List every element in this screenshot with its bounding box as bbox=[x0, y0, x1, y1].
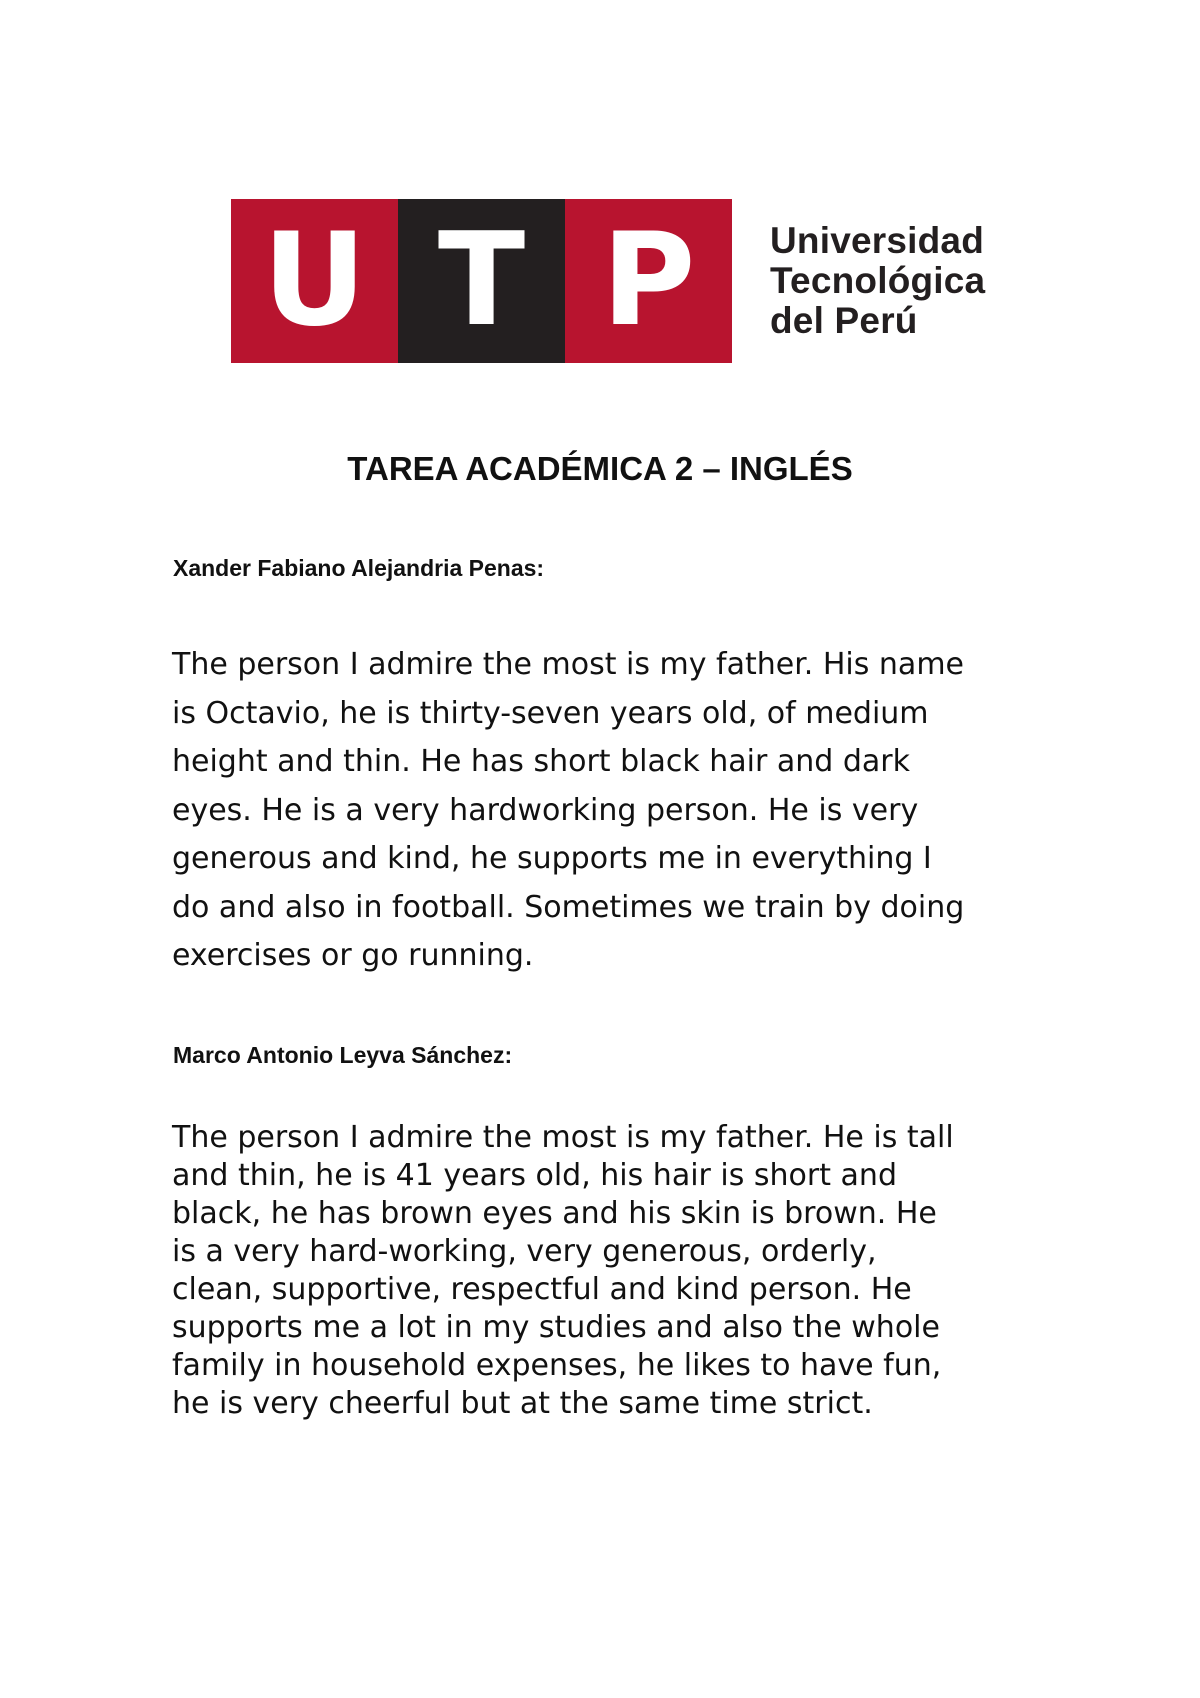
logo-block-t bbox=[398, 199, 565, 363]
section-author: Xander Fabiano Alejandria Penas: bbox=[173, 555, 545, 581]
paragraph-line: generous and kind, he supports me in everything I bbox=[172, 841, 932, 876]
paragraph-line: supports me a lot in my studies and also the whole bbox=[172, 1310, 940, 1345]
logo-name-line: Tecnológica bbox=[770, 260, 986, 301]
paragraph-line: and thin, he is 41 years old, his hair is short and bbox=[172, 1158, 897, 1193]
logo-name-line: del Perú bbox=[770, 300, 918, 341]
paragraph-line: eyes. He is a very hardworking person. He is very bbox=[172, 792, 919, 828]
logo-letter-t: T bbox=[437, 206, 526, 355]
document-title: TAREA ACADÉMICA 2 – INGLÉS bbox=[347, 450, 853, 487]
logo-name-line: Universidad bbox=[770, 220, 984, 261]
paragraph-line: is a very hard-working, very generous, orderly, bbox=[172, 1234, 877, 1269]
utp-logo bbox=[231, 199, 985, 363]
paragraph-line: black, he has brown eyes and his skin is brown. He bbox=[172, 1196, 937, 1231]
logo-block-u bbox=[231, 199, 398, 363]
paragraph-line: is Octavio, he is thirty-seven years old, of medium bbox=[172, 695, 929, 731]
logo-block-p bbox=[565, 199, 732, 363]
paragraph-line: do and also in football. Sometimes we train by doing bbox=[172, 889, 965, 925]
paragraph-line: he is very cheerful but at the same time strict. bbox=[172, 1386, 873, 1421]
paragraph-line: family in household expenses, he likes to have fun, bbox=[172, 1348, 942, 1383]
section-paragraph bbox=[172, 641, 1052, 981]
paragraph-line: The person I admire the most is my father. He is tall bbox=[172, 1120, 954, 1155]
section-author: Marco Antonio Leyva Sánchez: bbox=[173, 1042, 513, 1068]
logo-letter-p: P bbox=[601, 206, 696, 355]
logo-university-name bbox=[770, 199, 985, 363]
paragraph-line: The person I admire the most is my father. His name bbox=[172, 647, 964, 682]
paragraph-line: exercises or go running. bbox=[172, 938, 534, 973]
logo-letter-u: U bbox=[262, 206, 367, 355]
paragraph-line: height and thin. He has short black hair and dark bbox=[172, 744, 910, 779]
section-paragraph bbox=[172, 1119, 1052, 1423]
paragraph-line: clean, supportive, respectful and kind person. He bbox=[172, 1272, 912, 1307]
